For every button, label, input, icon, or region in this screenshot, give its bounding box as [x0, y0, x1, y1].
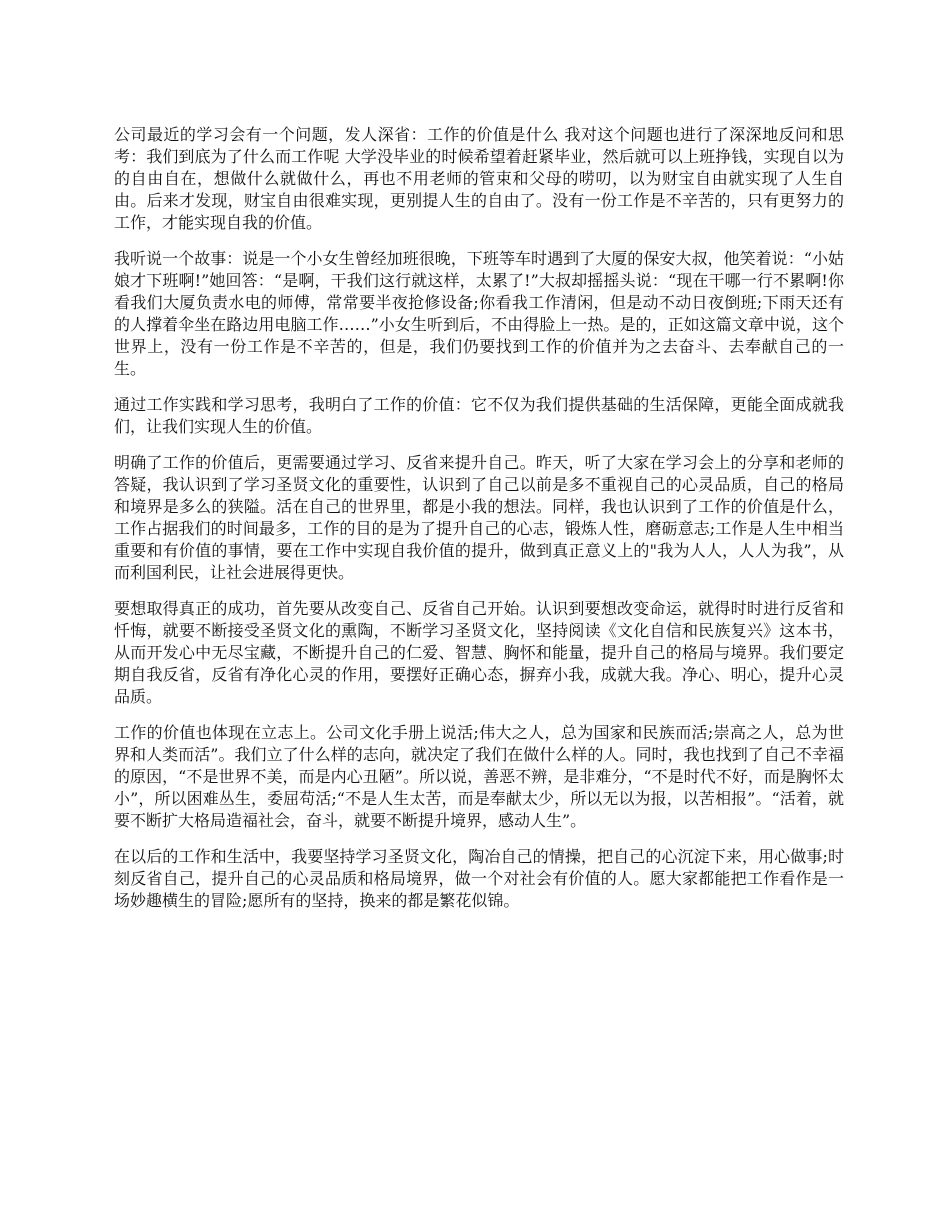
paragraph-2: 我听说一个故事：说是一个小女生曾经加班很晚，下班等车时遇到了大厦的保安大叔，他笑着说：“小姑娘才下班啊!”她回答：“是啊，干我们这行就这样，太累了!”大叔却摇摇头说：“现在干哪一行不累啊!你看我们大厦负责水电的师傅，常常要半夜抢修设备;你看我工作清闲，但是动不动日夜倒班;下雨天还有的人撑着伞坐在路边用电脑工作……”小女生听到后，不由得脸上一热。是的，正如这篇文章中说，这个世界上，没有一份工作是不辛苦的，但是，我们仍要找到工作的价值并为之去奋斗、去奉献自己的一生。 — [114, 249, 844, 378]
paragraph-1: 公司最近的学习会有一个问题，发人深省：工作的价值是什么 我对这个问题也进行了深深地反问和思考：我们到底为了什么而工作呢 大学没毕业的时候希望着赶紧毕业，然后就可以上班挣钱，实现自以为的自由自在，想做什么就做什么，再也不用老师的管束和父母的唠叨，以为财宝自由就实现了人生自由。后来才发现，财宝自由很难实现，更别提人生的自由了。没有一份工作是不辛苦的，只有更努力的工作，才能实现自我的价值。 — [114, 125, 844, 232]
paragraph-7: 在以后的工作和生活中，我要坚持学习圣贤文化，陶冶自己的情操，把自己的心沉淀下来，用心做事;时刻反省自己，提升自己的心灵品质和格局境界，做一个对社会有价值的人。愿大家都能把工作看作是一场妙趣横生的冒险;愿所有的坚持，换来的都是繁花似锦。 — [114, 847, 844, 910]
paragraph-5: 要想取得真正的成功，首先要从改变自己、反省自己开始。认识到要想改变命运，就得时时进行反省和忏悔，就要不断接受圣贤文化的熏陶，不断学习圣贤文化，坚持阅读《文化自信和民族复兴》这本书，从而开发心中无尽宝藏，不断提升自己的仁爱、智慧、胸怀和能量，提升自己的格局与境界。我们要定期自我反省，反省有净化心灵的作用，要摆好正确心态，摒弃小我，成就大我。净心、明心，提升心灵品质。 — [114, 599, 844, 706]
paragraph-6: 工作的价值也体现在立志上。公司文化手册上说活;伟大之人，总为国家和民族而活;崇高之人，总为世界和人类而活”。我们立了什么样的志向，就决定了我们在做什么样的人。同时，我也找到了自己不幸福的原因，“不是世界不美，而是内心丑陋”。所以说，善恶不辨，是非难分，“不是时代不好，而是胸怀太小”，所以困难丛生，委屈苟活;“不是人生太苦，而是奉献太少，所以无以为报，以苦相报”。“活着，就要不断扩大格局造福社会，奋斗，就要不断提升境界，感动人生”。 — [114, 723, 844, 830]
document-page — [114, 124, 844, 926]
paragraph-3: 通过工作实践和学习思考，我明白了工作的价值：它不仅为我们提供基础的生活保障，更能全面成就我们，让我们实现人生的价值。 — [114, 395, 844, 436]
paragraph-4: 明确了工作的价值后，更需要通过学习、反省来提升自己。昨天，听了大家在学习会上的分享和老师的答疑，我认识到了学习圣贤文化的重要性，认识到了自己以前是多不重视自己的心灵品质，自己的格局和境界是多么的狭隘。活在自己的世界里，都是小我的想法。同样，我也认识到了工作的价值是什么，工作占据我们的时间最多，工作的目的是为了提升自己的心志，锻炼人性，磨砺意志;工作是人生中相当重要和有价值的事情，要在工作中实现自我价值的提升，做到真正意义上的"我为人人，人人为我”，从而利国利民，让社会进展得更快。 — [114, 453, 844, 582]
